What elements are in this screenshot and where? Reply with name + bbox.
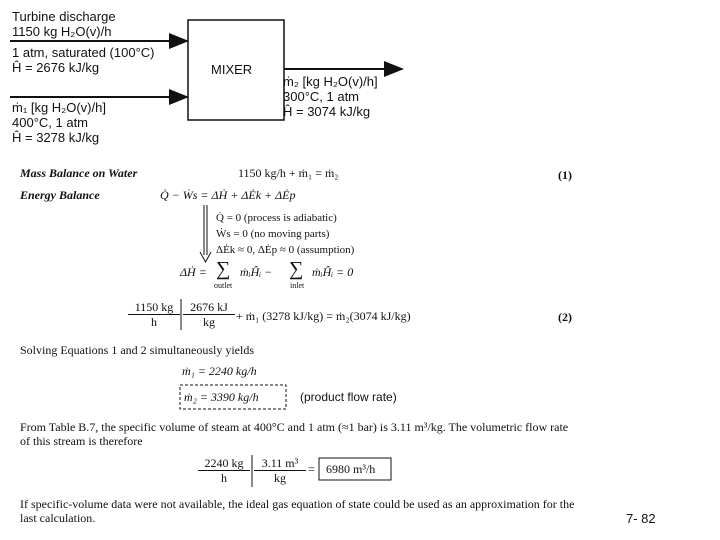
vol-fraction-flow [198, 456, 250, 485]
feed1-conditions [12, 45, 155, 75]
sum-inlet-label: inlet [290, 281, 305, 290]
volume-paragraph: From Table B.7, the specific volume of steam at 400°C and 1 atm (≈1 bar) is 3.11 m³/kg. The volumetric flow rate of this stream is therefore [20, 420, 569, 448]
page-number: 7- 82 [626, 511, 656, 526]
volume-result: 6980 m³/h [326, 462, 376, 476]
condition-no-moving-parts: Ẇs = 0 (no moving parts) [216, 228, 330, 240]
mass-balance-equation: 1150 kg/h + ṁ₁ = ṁ₂ [238, 166, 339, 180]
vol-f1-denominator: h [221, 471, 227, 485]
vol-f2-numerator: 3.11 m³ [254, 456, 306, 471]
feed1-line2: 1150 kg H₂O(v)/h [12, 24, 112, 39]
vol-fraction-specific-volume [254, 456, 306, 485]
sum-symbol-inlet: ∑ [289, 258, 304, 280]
feed1-label [12, 9, 116, 39]
mass-balance-heading: Mass Balance on Water [20, 166, 138, 180]
eq2-f1-numerator: 1150 kg [128, 300, 180, 315]
enthalpy-sum-lhs: ΔḢ = [180, 265, 207, 279]
sum-outlet-label: outlet [214, 281, 233, 290]
eq2-fraction-flow [128, 300, 180, 329]
eq2-remainder: + ṁ₁ (3278 kJ/kg) = ṁ₂(3074 kJ/kg) [236, 309, 411, 323]
energy-balance-equation: Q̇ − Ẇs = ΔḢ + ΔĖk + ΔĖp [160, 188, 296, 202]
feed1-line4: Ĥ = 2676 kJ/kg [12, 60, 100, 75]
product-line3: Ĥ = 3074 kJ/kg [283, 104, 371, 119]
feed1-line1: Turbine discharge [12, 9, 116, 24]
condition-adiabatic: Q̇ = 0 (process is adiabatic) [216, 212, 337, 224]
product-label [283, 74, 378, 119]
eq2-f2-numerator: 2676 kJ [183, 300, 235, 315]
condition-kinetic-potential: ΔĖk ≈ 0, ΔĖp ≈ 0 (assumption) [216, 244, 355, 256]
m2-result: ṁ₂ = 3390 kg/h [184, 390, 259, 404]
feed2-label [12, 100, 106, 145]
product-line1: ṁ₂ [kg H₂O(v)/h] [283, 74, 378, 89]
feed1-line3: 1 atm, saturated (100°C) [12, 45, 155, 60]
footer-paragraph: If specific-volume data were not available, the ideal gas equation of state could be used as an approximation for the last calculation. [20, 497, 575, 525]
mixer-label: MIXER [211, 62, 253, 77]
equation-2-number: (2) [558, 310, 572, 324]
feed2-line2: 400°C, 1 atm [12, 115, 89, 130]
implication-arrowhead [200, 252, 211, 262]
feed2-line1: ṁ₁ [kg H₂O(v)/h] [12, 100, 106, 115]
vol-f1-numerator: 2240 kg [198, 456, 250, 471]
sum-symbol-outlet: ∑ [216, 258, 231, 280]
product-flow-note: (product flow rate) [300, 390, 397, 404]
enthalpy-sum-end: ṁᵢĤᵢ = 0 [312, 265, 354, 279]
solving-text: Solving Equations 1 and 2 simultaneously yields [20, 343, 254, 357]
eq2-fraction-enthalpy [183, 300, 235, 329]
eq2-f2-denominator: kg [203, 315, 215, 329]
energy-balance-heading: Energy Balance [20, 188, 100, 202]
enthalpy-sum-middle: ṁᵢĤᵢ − [240, 265, 273, 279]
m1-result: ṁ₁ = 2240 kg/h [182, 364, 257, 378]
eq2-f1-denominator: h [151, 315, 157, 329]
vol-f2-denominator: kg [274, 471, 286, 485]
vol-equals: = [308, 462, 315, 476]
feed2-line3: Ĥ = 3278 kJ/kg [12, 130, 100, 145]
equation-1-number: (1) [558, 168, 572, 182]
product-line2: 300°C, 1 atm [283, 89, 360, 104]
